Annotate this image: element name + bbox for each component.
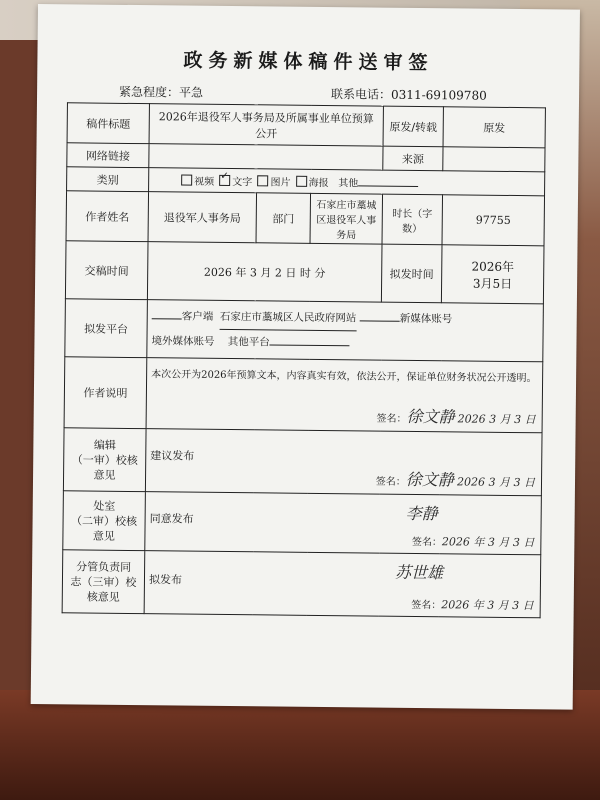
table-row (62, 550, 541, 618)
note-text: 本次公开为2026年预算文本，内容真实有效，依法公开，保证单位财务状况公开透明。 (151, 369, 537, 385)
contact-phone (331, 85, 487, 104)
office-opinion: 同意发布 (149, 512, 194, 526)
other-platform-option: 其他平台 (227, 336, 270, 349)
table-row (63, 491, 542, 555)
table-row (65, 241, 544, 304)
leader-signature: 签名：2026 年 3 月 3 日 (411, 598, 534, 613)
sign-date: 2026 3 月 3 日 (457, 412, 536, 427)
urgency-level (119, 83, 203, 101)
poster-option: 海报 (308, 177, 329, 190)
length-label: 时长（字数） (382, 194, 443, 245)
dept-value: 石家庄市藁城区退役军人事务局 (310, 193, 383, 244)
type-label: 类别 (67, 167, 149, 192)
editor-signature: 签名：徐文静 2026 3 月 3 日 (375, 469, 536, 490)
leader-opinion: 拟发布 (148, 573, 183, 587)
newmedia-blank (360, 320, 400, 321)
dept-label: 部门 (256, 193, 311, 244)
submit-time-value: 2026 年 3 月 2 日 时 分 (147, 242, 382, 302)
note-cell (146, 358, 543, 433)
other-option: 其他 (338, 178, 359, 190)
overseas-option: 境外媒体账号 (151, 335, 215, 348)
author-label: 作者姓名 (66, 191, 149, 242)
table-row (64, 357, 543, 433)
table-row (63, 428, 542, 496)
poster-checkbox (296, 176, 307, 187)
leader-label: 分管负责同 志（三审）校 核意见 (62, 550, 145, 614)
video-option: 视频 (194, 176, 215, 188)
phone-label: 联系电话： (330, 87, 392, 102)
leader-cell (144, 551, 541, 618)
publish-date: 3月5日 (472, 276, 513, 291)
urgency-value: 平急 (179, 85, 204, 100)
platform-label: 拟发平台 (65, 299, 148, 358)
other-platform-blank (270, 344, 350, 346)
image-option: 图片 (270, 177, 291, 189)
link-value (149, 144, 383, 170)
sign-date: 2026 3 月 3 日 (456, 475, 536, 490)
office-signature: 签名：2026 年 3 月 3 日 (411, 535, 535, 550)
other-blank (358, 185, 418, 187)
client-suffix: 客户端 (181, 310, 214, 323)
editor-cell (145, 429, 542, 496)
title-value: 2026年退役军人事务局及所属事业单位预算公开 (149, 104, 383, 146)
office-cell (145, 492, 542, 555)
sign-date: 2026 年 3 月 3 日 (441, 598, 534, 613)
publish-time-label: 拟发时间 (381, 244, 442, 303)
phone-value: 0311-69109780 (391, 87, 487, 103)
source-label: 来源 (383, 146, 443, 171)
author-value: 退役军人事务局 (148, 192, 257, 243)
document-page (31, 4, 580, 710)
signature-image: 李静 (405, 503, 438, 524)
publish-time-value (441, 245, 544, 304)
urgency-label: 紧急程度： (119, 84, 180, 100)
platform-options (147, 300, 544, 362)
origin-label: 原发/转载 (383, 106, 443, 147)
note-signature: 签名：徐文静 2026 3 月 3 日 (376, 406, 536, 427)
client-blank (152, 318, 182, 319)
table-row (65, 299, 544, 362)
review-form-table (62, 102, 546, 618)
video-checkbox (181, 175, 192, 186)
text-checkbox (219, 175, 230, 186)
office-label: 处室 （二审）校核 意见 (63, 491, 146, 551)
source-value (443, 147, 545, 172)
note-label: 作者说明 (64, 357, 147, 429)
editor-opinion: 建议发布 (150, 449, 195, 463)
table-row (66, 191, 544, 246)
text-option: 文字 (232, 177, 253, 189)
editor-label: 编辑 （一审）校核 意见 (63, 428, 146, 492)
origin-value: 原发 (443, 107, 545, 148)
sign-date: 2026 年 3 月 3 日 (441, 535, 535, 550)
title-label: 稿件标题 (67, 103, 149, 144)
client-name: 石家庄市藁城区人民政府网站 (220, 305, 357, 331)
signature-image: 徐文静 (405, 469, 454, 490)
publish-year: 2026年 (471, 259, 515, 274)
submit-time-label: 交稿时间 (65, 241, 148, 300)
image-checkbox (257, 175, 268, 186)
link-label: 网络链接 (67, 143, 149, 168)
signature-image: 徐文静 (406, 406, 455, 427)
table-row (67, 103, 545, 148)
newmedia-option: 新媒体账号 (399, 312, 453, 326)
document-title: 政务新媒体稿件送审签 (183, 49, 434, 75)
signature-image: 苏世雄 (394, 562, 444, 583)
length-value: 97755 (442, 195, 545, 246)
